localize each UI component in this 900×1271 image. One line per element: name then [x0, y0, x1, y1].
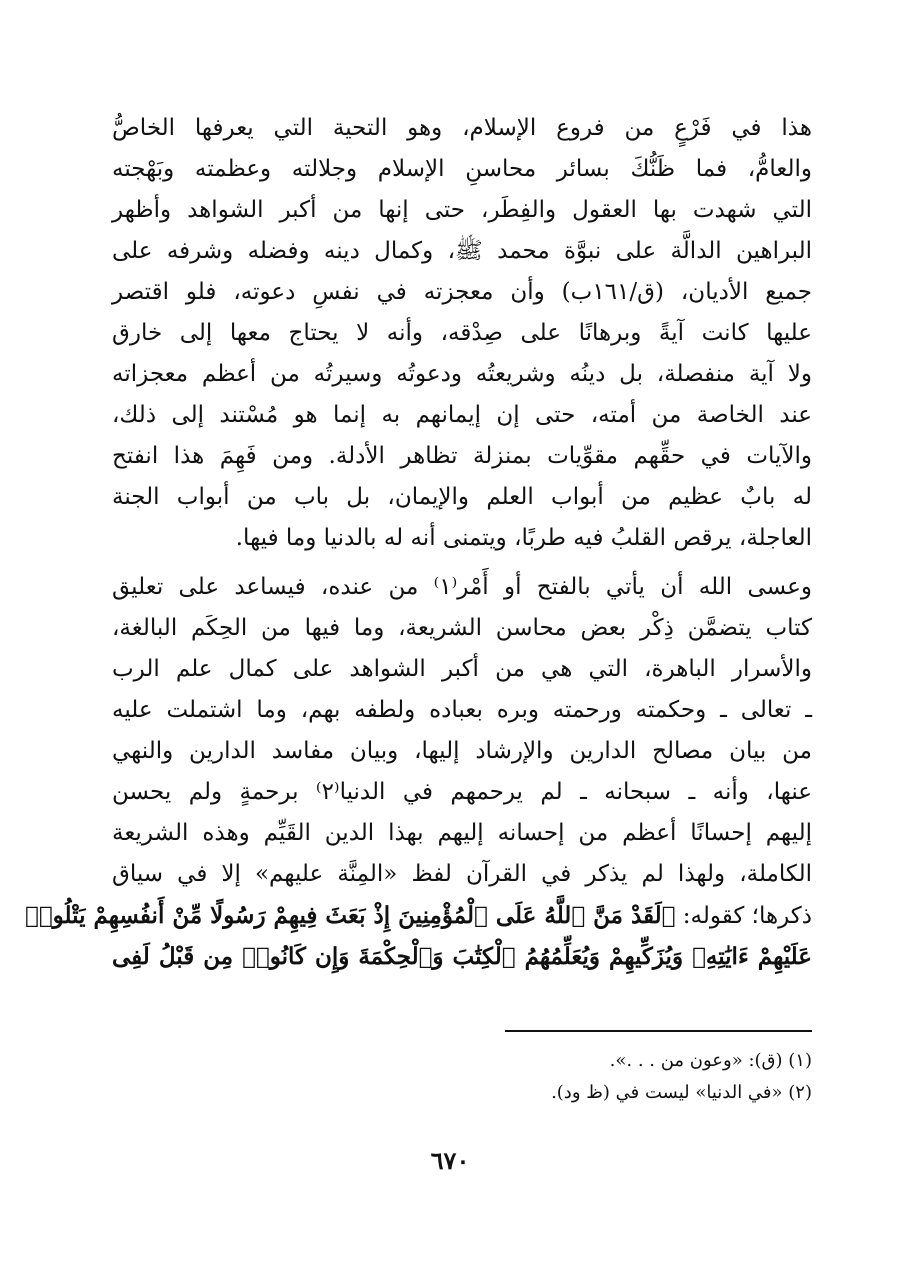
footnote-1: (١) (ق): «وعون من . . .». — [609, 1050, 812, 1071]
quran-verse-continuation: عَلَيْهِمْ ءَايَٰتِهِۦ وَيُزَكِّيهِمْ وَيُعَلِّمُهُمُ ٱلْكِتَٰبَ وَٱلْحِكْمَةَ وَإِن كَانُوا۟ مِن قَبْلُ لَفِى — [112, 943, 812, 970]
text-line: والآيات في حقِّهم مقوِّيات بمنزلة تظاهر الأدلة. ومن فَهِمَ هذا انفتح — [112, 443, 812, 469]
main-text — [25, 108, 813, 977]
text-line: البراهين الدالَّة على نبوَّة محمد ﷺ، وكمال دينه وفضله وشرفه على — [112, 238, 812, 264]
text-line: الكاملة، ولهذا لم يذكر في القرآن لفظ «المِنَّة عليهم» إلا في سياق — [112, 861, 812, 887]
verse-intro-line — [25, 895, 812, 936]
text-line: وعسى الله أن يأتي بالفتح أو أَمْر⁽١⁾ من عنده، فيساعد على تعليق — [112, 574, 812, 600]
text-line: إليهم إحسانًا أعظم من إحسانه إليهم بهذا الدين القَيِّم وهذه الشريعة — [112, 820, 812, 846]
text-line: هذا في فَرْعٍ من فروع الإسلام، وهو التحية التي يعرفها الخاصُّ — [112, 115, 812, 141]
text-line: التي شهدت بها العقول والفِطَر، حتى إنها من أكبر الشواهد وأظهر — [112, 197, 812, 223]
text-line: له بابٌ عظيم من أبواب العلم والإيمان، بل باب من أبواب الجنة — [112, 484, 812, 510]
text-line: العاجلة، يرقص القلبُ فيه طربًا، ويتمنى أنه له بالدنيا وما فيها. — [235, 525, 812, 551]
footnote-2: (٢) «في الدنيا» ليست في (ظ ود). — [551, 1082, 812, 1103]
text-line: ولا آية منفصلة، بل دينُه وشريعتُه ودعوتُه وسيرتُه من أعظم معجزاته — [112, 361, 812, 387]
text-line: عليها كانت آيةً وبرهانًا على صِدْقه، وأنه لا يحتاج معها إلى خارق — [112, 320, 812, 346]
paragraph-2 — [25, 567, 812, 977]
text-line: جميع الأديان، (ق/١٦١ب) وأن معجزته في نفسِ دعوته، فلو اقتصر — [112, 279, 813, 305]
page-number: ٦٧٠ — [430, 1146, 470, 1175]
text-line: عنها، وأنه ـ سبحانه ـ لم يرحمهم في الدنيا⁽٢⁾ برحمةٍ ولم يحسن — [112, 779, 812, 805]
text-line: من بيان مصالح الدارين والإرشاد إليها، وبيان مفاسد الدارين والنهي — [112, 738, 812, 764]
footnotes — [112, 1045, 812, 1109]
paragraph-1 — [112, 108, 812, 559]
verse-prefix: ذكرها؛ كقوله: — [675, 903, 812, 929]
quran-verse: ﴿لَقَدْ مَنَّ ٱللَّهُ عَلَى ٱلْمُؤْمِنِينَ إِذْ بَعَثَ فِيهِمْ رَسُولًا مِّنْ أَنفُسِهِمْ يَتْلُوا۟ — [25, 902, 676, 929]
text-line: والعامُّ، فما ظَنُّكَ بسائر محاسنِ الإسلام وجلالته وعظمته وبَهْجته — [112, 156, 812, 182]
footnote-divider — [505, 1030, 812, 1032]
text-line: عند الخاصة من أمته، حتى إن إيمانهم به إنما هو مُسْتند إلى ذلك، — [112, 402, 812, 428]
text-line: والأسرار الباهرة، التي هي من أكبر الشواهد على كمال علم الرب — [112, 656, 812, 682]
text-line: ـ تعالى ـ وحكمته ورحمته وبره بعباده ولطفه بهم، وما اشتملت عليه — [112, 697, 812, 723]
text-line: كتاب يتضمَّن ذِكْر بعض محاسن الشريعة، وما فيها من الحِكَم البالغة، — [112, 615, 812, 641]
